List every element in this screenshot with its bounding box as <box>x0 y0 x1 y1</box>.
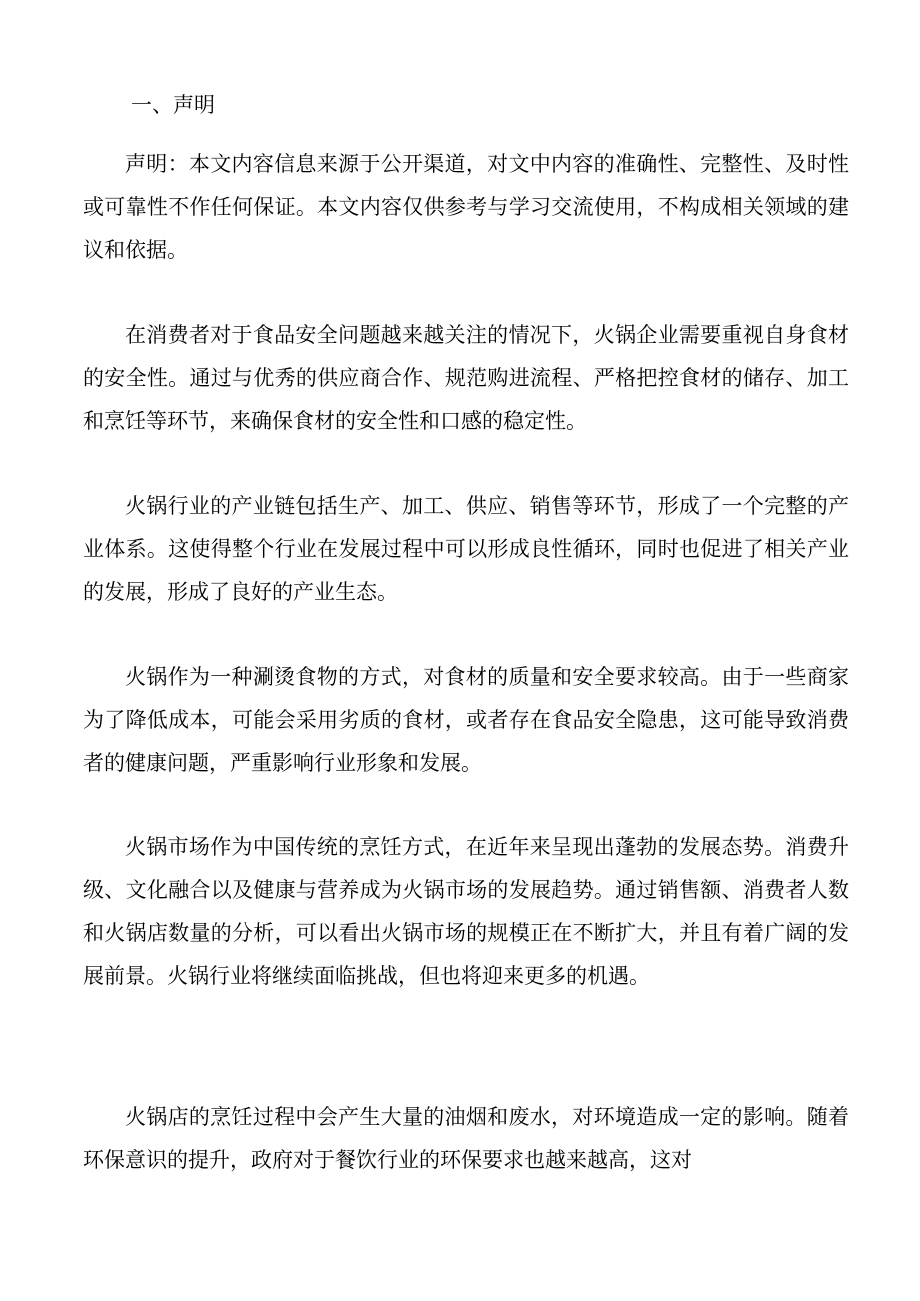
paragraph-quality-risk <box>83 656 849 785</box>
paragraph-text: 火锅作为一种涮烫食物的方式，对食材的质量和安全要求较高。由于一些商家为了降低成本，可能会采用劣质的食材，或者存在食品安全隐患，这可能导致消费者的健康问题，严重影响行业形象和发展。 <box>83 665 849 775</box>
paragraph-environment <box>83 1096 849 1182</box>
paragraph-food-safety <box>83 314 849 443</box>
paragraph-market-trend <box>83 826 849 998</box>
paragraph-text: 火锅店的烹饪过程中会产生大量的油烟和废水，对环境造成一定的影响。随着环保意识的提升，政府对于餐饮行业的环保要求也越来越高，这对 <box>83 1105 849 1172</box>
paragraph-text: 声明：本文内容信息来源于公开渠道，对文中内容的准确性、完整性、及时性或可靠性不作任何保证。本文内容仅供参考与学习交流使用，不构成相关领域的建议和依据。 <box>83 152 849 262</box>
section-heading: 一、声明 <box>131 93 215 117</box>
paragraph-industry-chain <box>83 485 849 614</box>
paragraph-text: 在消费者对于食品安全问题越来越关注的情况下，火锅企业需要重视自身食材的安全性。通过与优秀的供应商合作、规范购进流程、严格把控食材的储存、加工和烹饪等环节，来确保食材的安全性和口感的稳定性。 <box>83 323 849 433</box>
paragraph-text: 火锅行业的产业链包括生产、加工、供应、销售等环节，形成了一个完整的产业体系。这使得整个行业在发展过程中可以形成良性循环，同时也促进了相关产业的发展，形成了良好的产业生态。 <box>83 494 849 604</box>
paragraph-disclaimer <box>83 143 849 272</box>
paragraph-text: 火锅市场作为中国传统的烹饪方式，在近年来呈现出蓬勃的发展态势。消费升级、文化融合以及健康与营养成为火锅市场的发展趋势。通过销售额、消费者人数和火锅店数量的分析，可以看出火锅市场的规模正在不断扩大，并且有着广阔的发展前景。火锅行业将继续面临挑战，但也将迎来更多的机遇。 <box>83 835 849 988</box>
